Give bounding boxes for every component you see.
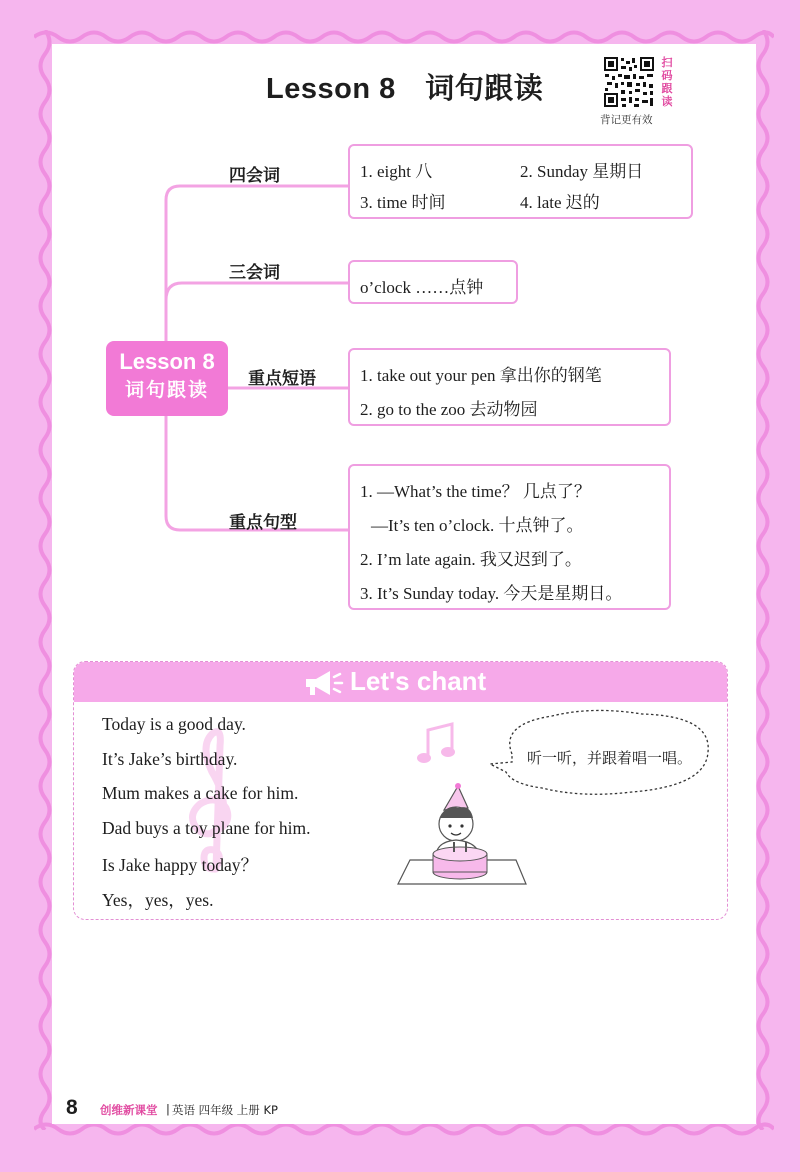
chant-line: Yes，yes，yes. — [102, 890, 214, 910]
branch-label-key-phrases: 重点短语 — [248, 369, 316, 389]
footer-separator: | — [166, 1102, 170, 1116]
vocab-item: 1. eight 八 — [360, 162, 433, 181]
megaphone-icon — [302, 668, 344, 698]
vocab-item: 3. time 时间 — [360, 193, 446, 212]
phrase-item: 1. take out your pen 拿出你的钢笔 — [360, 366, 602, 385]
chant-line: Dad buys a toy plane for him. — [102, 818, 311, 838]
branch-label-key-sentences: 重点句型 — [229, 513, 297, 533]
speech-bubble-text: 听一听，并跟着唱一唱。 — [527, 749, 693, 767]
music-note-icon — [416, 722, 458, 768]
sentence-item: 2. I’m late again. 我又迟到了。 — [360, 550, 582, 569]
branch-label-four-skill-words: 四会词 — [229, 166, 280, 186]
qr-caption: 背记更有效 — [600, 114, 653, 126]
vocabulary-box-four-skill — [348, 144, 693, 219]
sentence-item: —It’s ten o’clock. 十点钟了。 — [371, 516, 584, 535]
phrases-box — [348, 348, 671, 426]
sentences-box — [348, 464, 671, 610]
qr-side-label: 扫 码 跟 读 — [661, 56, 673, 108]
chant-line: It’s Jake’s birthday. — [102, 749, 238, 769]
page-number: 8 — [66, 1096, 78, 1119]
mindmap-root — [106, 341, 228, 416]
vocab-item: 2. Sunday 星期日 — [520, 162, 644, 181]
footer-book-info: 英语 四年级 上册 KP — [172, 1103, 278, 1117]
chant-panel — [73, 661, 728, 920]
root-title: Lesson 8 — [119, 349, 215, 374]
vocabulary-box-three-skill — [348, 260, 518, 304]
chant-line: Today is a good day. — [102, 714, 246, 734]
chant-header — [74, 662, 727, 702]
chant-title: Let's chant — [350, 666, 487, 696]
sentence-item: 1. —What’s the time？ 几点了？ — [360, 482, 591, 501]
vocab-item: 4. late 迟的 — [520, 193, 600, 212]
root-subtitle: 词句跟读 — [124, 379, 209, 401]
footer-brand: 创维新课堂 — [100, 1103, 158, 1117]
vocab-item: o’clock ……点钟 — [360, 278, 484, 297]
page-title: Lesson 8 词句跟读 — [266, 73, 544, 105]
chant-line: Mum makes a cake for him. — [102, 783, 299, 803]
branch-label-three-skill-words: 三会词 — [229, 263, 280, 283]
birthday-boy-illustration — [384, 782, 534, 892]
phrase-item: 2. go to the zoo 去动物园 — [360, 400, 538, 419]
sentence-item: 3. It’s Sunday today. 今天是星期日。 — [360, 584, 623, 603]
chant-line: Is Jake happy today？ — [102, 855, 259, 875]
